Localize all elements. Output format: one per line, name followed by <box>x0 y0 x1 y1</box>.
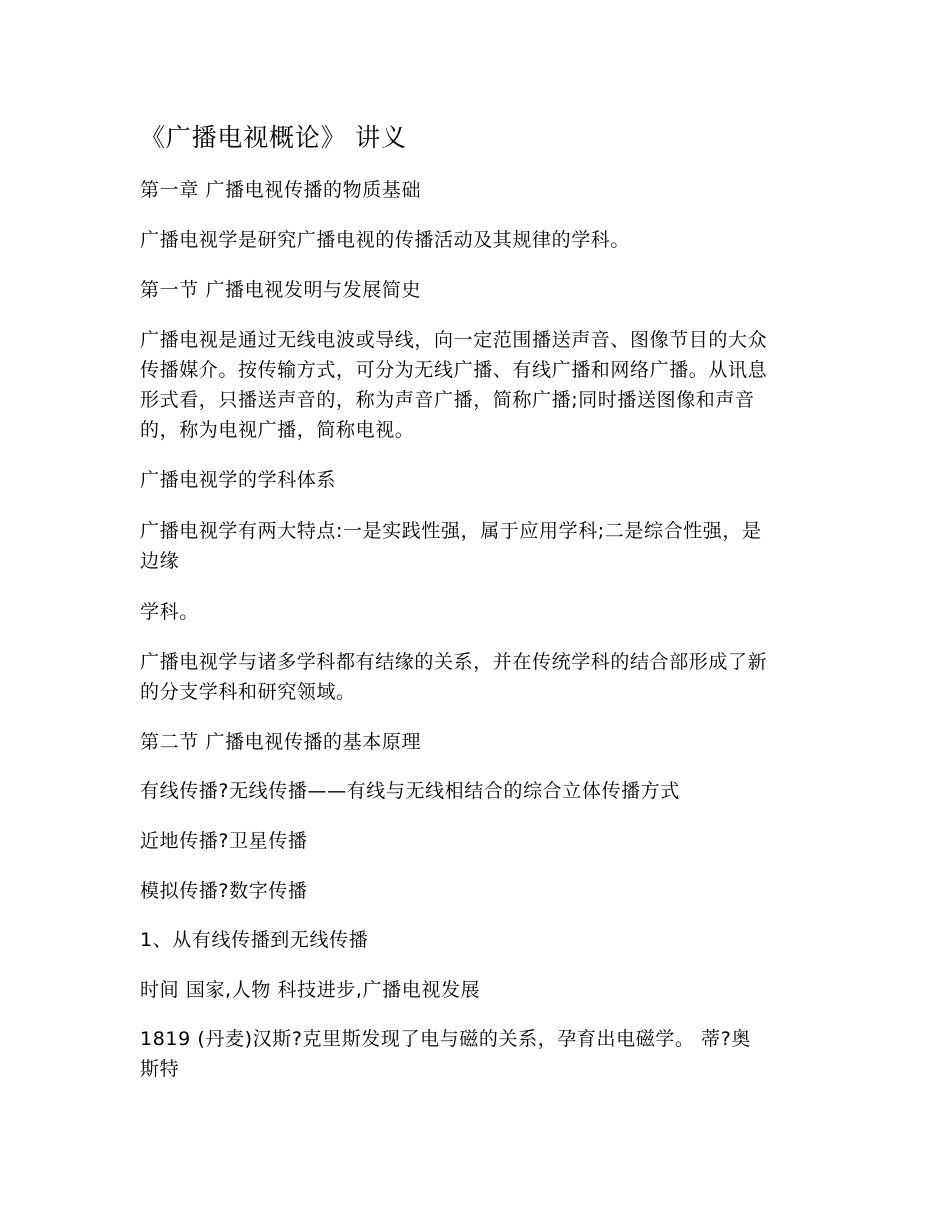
paragraph-line: 形式看，只播送声音的，称为声音广播，简称广播;同时播送图像和声音 <box>140 389 755 411</box>
paragraph-text: 学科。 <box>140 601 199 623</box>
paragraph-line: 传播媒介。按传输方式，可分为无线广播、有线广播和网络广播。从讯息 <box>140 359 768 381</box>
paragraph-text: 有线传播?无线传播——有线与无线相结合的综合立体传播方式 <box>140 780 680 802</box>
paragraph-text: 模拟传播?数字传播 <box>140 880 308 902</box>
paragraph-line: 广播电视学有两大特点:一是实践性强，属于应用学科;二是综合性强，是 <box>140 520 762 542</box>
chapter-heading: 第一章 广播电视传播的物质基础 <box>140 179 422 201</box>
section-heading: 第一节 广播电视发明与发展简史 <box>140 279 422 301</box>
numbered-heading: 1、从有线传播到无线传播 <box>140 929 369 951</box>
subheading: 广播电视学的学科体系 <box>140 469 337 491</box>
paragraph-line: 1819 (丹麦)汉斯?克里斯发现了电与磁的关系，孕育出电磁学。 蒂?奥 <box>140 1028 752 1050</box>
paragraph-text: 时间 国家,人物 科技进步,广播电视发展 <box>140 979 481 1001</box>
paragraph-text: 近地传播?卫星传播 <box>140 830 308 852</box>
section-heading: 第二节 广播电视传播的基本原理 <box>140 731 422 753</box>
paragraph-line: 的分支学科和研究领域。 <box>140 681 356 703</box>
paragraph-line: 边缘 <box>140 550 180 572</box>
document-title: 《广播电视概论》 讲义 <box>140 123 407 152</box>
paragraph-line: 的，称为电视广播，简称电视。 <box>140 419 415 441</box>
paragraph-line: 广播电视学与诸多学科都有结缘的关系，并在传统学科的结合部形成了新 <box>140 651 768 673</box>
paragraph-line: 斯特 <box>140 1058 180 1080</box>
paragraph-text: 广播电视学是研究广播电视的传播活动及其规律的学科。 <box>140 229 631 251</box>
paragraph-line: 广播电视是通过无线电波或导线，向一定范围播送声音、图像节目的大众 <box>140 329 768 351</box>
